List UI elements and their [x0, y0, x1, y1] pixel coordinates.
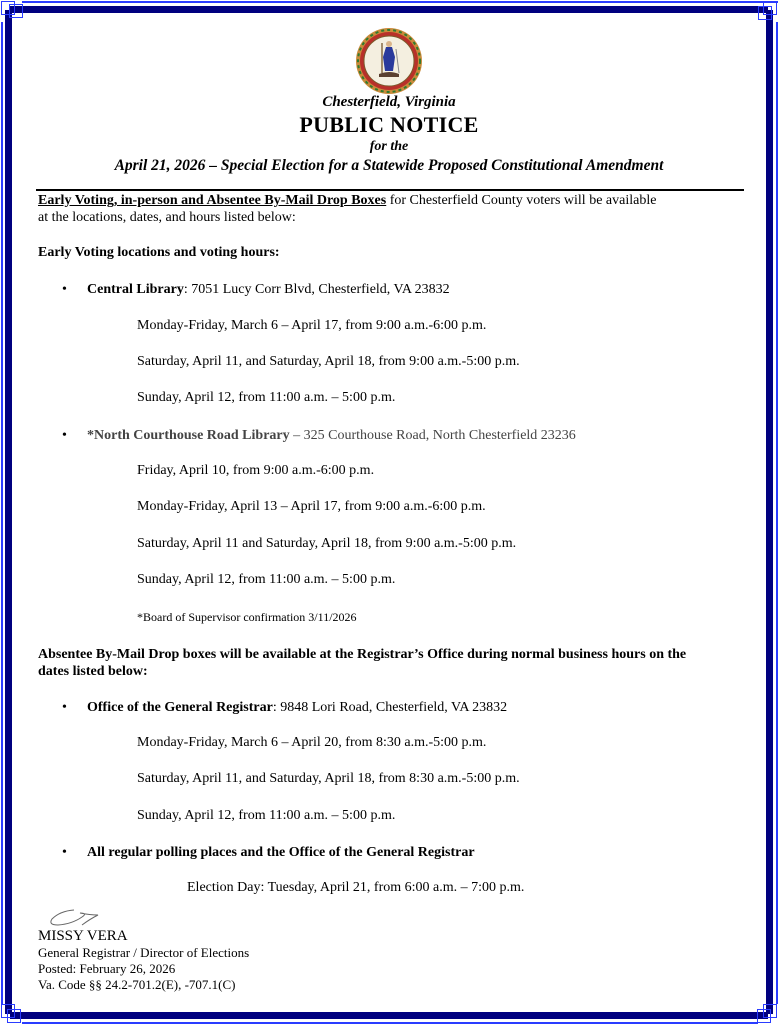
border-top-line	[22, 1, 778, 3]
hours-line: Sunday, April 12, from 11:00 a.m. – 5:00 p.m.	[137, 808, 396, 823]
corner-top-left-inner	[9, 4, 23, 18]
hours-line: Sunday, April 12, from 11:00 a.m. – 5:00 p.m.	[137, 390, 396, 405]
location-name: Office of the General Registrar	[87, 700, 273, 715]
va-code: Va. Code §§ 24.2-701.2(E), -707.1(C)	[38, 977, 236, 992]
drop-box-heading-1: Absentee By-Mail Drop boxes will be available at the Registrar’s Office during normal business hours on the	[38, 647, 687, 662]
corner-bottom-left-inner	[7, 1009, 21, 1023]
intro-rest: for Chesterfield County voters will be available	[386, 193, 657, 208]
hours-line: Saturday, April 11, and Saturday, April 18, from 8:30 a.m.-5:00 p.m.	[137, 771, 520, 786]
header-for-the: for the	[369, 139, 409, 154]
location-separator: :	[183, 282, 192, 297]
location-address: 9848 Lori Road, Chesterfield, VA 23832	[280, 700, 508, 715]
location-central-library	[87, 282, 450, 298]
hours-line: Monday-Friday, April 13 – April 17, from 9:00 a.m.-6:00 p.m.	[137, 499, 486, 514]
header-city: Chesterfield, Virginia	[322, 94, 456, 110]
hours-line: Friday, April 10, from 9:00 a.m.-6:00 p.m.	[137, 463, 375, 478]
location-polling-places: All regular polling places and the Office of the General Registrar	[87, 845, 475, 860]
virginia-seal-icon	[355, 27, 423, 95]
footnote	[137, 610, 357, 625]
bullet-icon: •	[62, 700, 67, 715]
footnote-mark: *	[137, 610, 143, 624]
page-title: PUBLIC NOTICE	[299, 112, 479, 137]
header-divider	[36, 189, 744, 191]
drop-box-heading-2: dates listed below:	[38, 664, 148, 679]
footnote-text: Board of Supervisor confirmation 3/11/2026	[143, 610, 357, 624]
location-address: 325 Courthouse Road, North Chesterfield 23236	[303, 428, 576, 443]
hours-line: Monday-Friday, March 6 – April 17, from 9:00 a.m.-6:00 p.m.	[137, 318, 487, 333]
hours-line: Sunday, April 12, from 11:00 a.m. – 5:00 p.m.	[137, 572, 396, 587]
signer-role: General Registrar / Director of Elections	[38, 945, 250, 960]
hours-line: Monday-Friday, March 6 – April 20, from 8:30 a.m.-5:00 p.m.	[137, 735, 487, 750]
location-name: Central Library	[87, 282, 184, 297]
border-top	[10, 6, 768, 13]
location-separator: –	[289, 428, 304, 443]
bullet-icon: •	[62, 282, 67, 297]
location-separator: :	[272, 700, 281, 715]
location-address: 7051 Lucy Corr Blvd, Chesterfield, VA 23832	[191, 282, 450, 297]
election-day-hours: Election Day: Tuesday, April 21, from 6:00 a.m. – 7:00 p.m.	[187, 880, 525, 895]
posted-date: Posted: February 26, 2026	[38, 961, 176, 976]
early-voting-heading: Early Voting locations and voting hours:	[38, 245, 280, 260]
signer-name: MISSY VERA	[38, 928, 128, 944]
location-registrar-office	[87, 700, 507, 716]
location-north-courthouse-library	[87, 428, 576, 444]
intro-line-2: at the locations, dates, and hours listed below:	[38, 210, 296, 225]
hours-line: Saturday, April 11 and Saturday, April 18, from 9:00 a.m.-5:00 p.m.	[137, 536, 517, 551]
border-bottom	[10, 1012, 768, 1019]
election-title: April 21, 2026 – Special Election for a Statewide Proposed Constitutional Amendment	[114, 157, 664, 174]
intro-line-1	[38, 193, 656, 209]
hours-line: Saturday, April 11, and Saturday, April 18, from 9:00 a.m.-5:00 p.m.	[137, 354, 520, 369]
intro-lead: Early Voting, in-person and Absentee By-Mail Drop Boxes	[38, 193, 387, 208]
corner-bottom-right-inner	[757, 1009, 771, 1023]
corner-top-right-inner	[758, 6, 772, 20]
bullet-icon: •	[62, 845, 67, 860]
bullet-icon: •	[62, 428, 67, 443]
location-name: *North Courthouse Road Library	[87, 428, 290, 443]
